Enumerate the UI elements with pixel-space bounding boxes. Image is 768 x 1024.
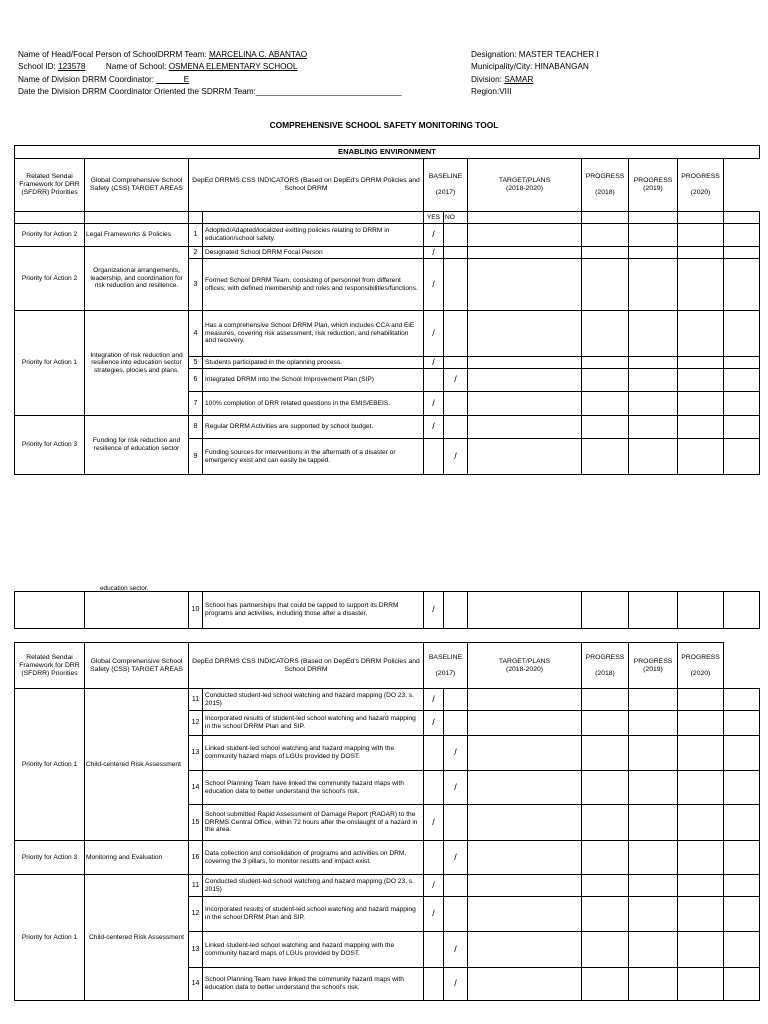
sendai-priority: Priority for Action 3 <box>15 416 85 475</box>
css-area: Monitoring and Evaluation <box>85 841 189 875</box>
indicator-text: Linked student-led school watching and hazard mapping with the community hazard maps of LGUs provided by DOST. <box>203 736 424 771</box>
designation-value: MASTER TEACHER I <box>518 50 599 59</box>
head-value: MARCELINA C. ABANTAO <box>208 50 308 59</box>
page-2-continuation-wrap <box>0 591 768 631</box>
indicator-text: Students participated in the oplanning process. <box>203 357 424 369</box>
school-id-value: 123578 <box>58 62 86 72</box>
indicator-text: Data collection and consolidation of programs and activities on DRM, covering the 3 pillars, to monitor results and impact exist. <box>203 841 424 875</box>
col-progress-2019: PROGRESS (2019) <box>629 159 678 212</box>
division-value: SAMAR <box>504 74 534 84</box>
sendai-priority: Priority for Action 1 <box>15 875 85 1001</box>
table-row: 15 School submitted Rapid Assessment of Damage Report (RADAR) to the DRRMS Central Office, within 72 hours after the onslaught of a hazard in the area. / <box>15 805 760 841</box>
css-area: Integration of risk reduction and resilience into education sector strategies, plocies and plans. <box>85 311 189 416</box>
table-row: 14 School Planning Team have linked the community hazard maps with education data to better understand the school's risk. / <box>15 771 760 805</box>
table-row: 9 Funding sources for interventions in the aftermath of a disaster or emergency exist and can easily be tapped. / <box>15 439 760 475</box>
col-target: TARGET/PLANS (2018-2020) <box>468 643 582 689</box>
table-row: Priority for Action 3 Funding for risk reduction and resilience of education sector 8 Regular DRRM Activities are supported by school budget. / <box>15 416 760 439</box>
coordinator-label: Name of Division DRRM Coordinator: <box>18 74 155 84</box>
indicator-text: Has a comprehensive School DRRM Plan, which includes CCA and EiE measures, covering risk assessment, risk reduction, and rehabilitation and recovery. <box>203 311 424 357</box>
document-title: COMPREHENSIVE SCHOOL SAFETY MONITORING TOOL <box>269 120 499 130</box>
indicator-text: School submitted Rapid Assessment of Damage Report (RADAR) to the DRRMS Central Office, within 72 hours after the onslaught of a hazard in the area. <box>203 805 424 841</box>
table-row: 14 School Planning Team have linked the community hazard maps with education data to better understand the school's risk. / <box>15 968 760 1001</box>
indicator-text: Designated School DRRM Focal Person <box>203 247 424 259</box>
col-indicators: DepEd DRRMS CSS INDICATORS (Based on DepEd's DRRM Policies and School DRRM <box>189 159 424 212</box>
col-progress-2020: PROGRESS (2020) <box>678 159 724 212</box>
col-css: Global Comprehensive School Safety (CSS) TARGET AREAS <box>85 159 189 212</box>
indicator-text: Linked student-led school watching and hazard mapping with the community hazard maps of LGUs provided by DOST. <box>203 932 424 968</box>
yes-check: / <box>424 357 444 369</box>
col-progress-2020: PROGRESS (2020) <box>678 643 724 689</box>
indicator-text: Regular DRRM Activities are supported by school budget. <box>203 416 424 439</box>
yes-check: / <box>424 247 444 259</box>
col-baseline: BASELINE (2017) <box>424 643 468 689</box>
yes-check: / <box>424 875 444 897</box>
no-check: / <box>444 771 468 805</box>
municipality: Municipality/City: HINABANGAN <box>471 62 589 72</box>
col-progress-2018: PROGRESS (2018) <box>582 643 629 689</box>
section-title: ENABLING ENVIRONMENT <box>15 146 760 159</box>
table-row: 3 Formed School DRRM Team, consisting of personnel from different offices; with defined membership and roles and responsibilities/functions. / <box>15 259 760 311</box>
oriented-value: ________________________________ <box>255 87 402 97</box>
yes-check: / <box>424 711 444 736</box>
yes-check: / <box>424 224 444 247</box>
table-row: 12 Incorporated results of student-led school watching and hazard mapping in the school DRRM Plan and SIP. / <box>15 897 760 932</box>
no-check: / <box>444 968 468 1001</box>
yes-check: / <box>424 897 444 932</box>
indicator-text: Integrated DRRM into the School Improvement Plan (SIP) <box>203 369 424 392</box>
css-area: Child-centered Risk Assessment <box>85 875 189 1001</box>
indicator-text: School Planning Team have linked the community hazard maps with education data to better understand the school's risk. <box>203 771 424 805</box>
table-row: Priority for Action 1 Child-centered Risk Assessment 11 Conducted student-led school watching and hazard mapping (DO 23, s. 2015) / <box>15 875 760 897</box>
col-progress-2018: PROGRESS (2018) <box>582 159 629 212</box>
table-row: Priority for Action 1 Integration of risk reduction and resilience into education sector strategies, plocies and plans. 4 Has a comprehensive School DRRM Plan, which includes CCA and EiE measures, covering risk assessment, risk reduction, and rehabilitation and recovery. / <box>15 311 760 357</box>
col-sendai: Related Sendai Framework for DRR (SFDRR) Priorities <box>15 643 85 689</box>
no-check: / <box>444 841 468 875</box>
no-check: / <box>444 369 468 392</box>
table-row: 13 Linked student-led school watching and hazard mapping with the community hazard maps of LGUs provided by DOST. / <box>15 932 760 968</box>
division-label: Division: <box>471 74 502 84</box>
monitoring-table-3 <box>14 642 760 1001</box>
indicator-text: Formed School DRRM Team, consisting of personnel from different offices; with defined membership and roles and responsibilities/functions. <box>203 259 424 311</box>
col-indicators: DepEd DRRMS CSS INDICATORS (Based on DepEd's DRRM Policies and School DRRM <box>189 643 424 689</box>
table-row: Priority for Action 2 Legal Frameworks & Policies 1 Adopted/Adapted/localized exitting policies relating to DRRM in education/school safety. / <box>15 224 760 247</box>
css-area: Legal Frameworks & Policies <box>85 224 189 247</box>
school-id-label: School ID: <box>18 62 56 72</box>
monitoring-table-2 <box>14 591 760 629</box>
region: Region:VIII <box>471 87 512 97</box>
yes-check: / <box>424 259 444 311</box>
coordinator-value: ______E <box>156 74 190 84</box>
head-label: Name of Head/Focal Person of SchoolDRRM Team: <box>18 50 207 59</box>
indicator-text: Conducted student-led school watching and hazard mapping (DO 23, s. 2015) <box>203 689 424 711</box>
table-row: 13 Linked student-led school watching and hazard mapping with the community hazard maps of LGUs provided by DOST. / <box>15 736 760 771</box>
col-sendai: Related Sendai Framework for DRR (SFDRR) Priorities <box>15 159 85 212</box>
col-no: NO <box>444 212 468 224</box>
table-row: 6 Integrated DRRM into the School Improvement Plan (SIP) / <box>15 369 760 392</box>
indicator-text: Adopted/Adapted/localized exitting policies relating to DRRM in education/school safety. <box>203 224 424 247</box>
css-area: Funding for risk reduction and resilience of education sector <box>85 416 189 475</box>
col-progress-2019: PROGRESS (2019) <box>629 643 678 689</box>
yes-check: / <box>424 392 444 416</box>
funding-spill-text: education sector. <box>100 585 149 592</box>
sendai-priority: Priority for Action 1 <box>15 689 85 841</box>
col-target: TARGET/PLANS (2018-2020) <box>468 159 582 212</box>
school-name-value: OSMENA ELEMENTARY SCHOOL <box>168 62 298 72</box>
page-1-table-wrap <box>0 0 768 478</box>
table-row: Priority for Action 1 Child-centered Risk Assessment 11 Conducted student-led school watching and hazard mapping (DO 23, s. 2015) / <box>15 689 760 711</box>
yes-check: / <box>424 416 444 439</box>
col-yes: YES <box>424 212 444 224</box>
no-check: / <box>444 932 468 968</box>
sendai-priority: Priority for Action 1 <box>15 311 85 416</box>
no-check: / <box>444 439 468 475</box>
sendai-priority: Priority for Action 2 <box>15 224 85 247</box>
table-row: Priority for Action 3 Monitoring and Evaluation 16 Data collection and consolidation of programs and activities on DRM, covering the 3 pillars, to monitor results and impact exist. / <box>15 841 760 875</box>
table-row: Priority for Action 2 Organizational arrangements, leadership, and coordination for risk reduction and resilience. 2 Designated School DRRM Focal Person / <box>15 247 760 259</box>
indicator-text: Incorporated results of student-led school watching and hazard mapping in the school DRRM Plan and SIP. <box>203 711 424 736</box>
col-baseline: BASELINE (2017) <box>424 159 468 212</box>
sendai-priority: Priority for Action 3 <box>15 841 85 875</box>
indicator-text: School Planning Team have linked the community hazard maps with education data to better understand the school's risk. <box>203 968 424 1001</box>
yes-check: / <box>424 592 444 629</box>
oriented-label: Date the Division DRRM Coordinator Oriented the SDRRM Team: <box>18 87 256 97</box>
designation-label: Designation: <box>471 50 517 59</box>
table-row: 12 Incorporated results of student-led school watching and hazard mapping in the school DRRM Plan and SIP. / <box>15 711 760 736</box>
monitoring-table-1 <box>14 145 760 475</box>
yes-check: / <box>424 689 444 711</box>
indicator-text: Funding sources for interventions in the aftermath of a disaster or emergency exist and can easily be tapped. <box>203 439 424 475</box>
indicator-text: Conducted student-led school watching and hazard mapping (DO 23, s. 2015) <box>203 875 424 897</box>
css-area: Organizational arrangements, leadership, and coordination for risk reduction and resilience. <box>85 247 189 311</box>
yes-check: / <box>424 805 444 841</box>
no-check: / <box>444 736 468 771</box>
indicator-text: School has partnerships that could be tapped to support its DRRM programs and activities, including those after a disaster. <box>203 592 424 629</box>
school-name-label: Name of School: <box>105 62 167 72</box>
table-row: 7 100% completion of DRR related questions in the EMIS/EBEIS. / <box>15 392 760 416</box>
indicator-text: Incorporated results of student-led school watching and hazard mapping in the school DRRM Plan and SIP. <box>203 897 424 932</box>
yes-check: / <box>424 311 444 357</box>
css-area: Child-centered Risk Assessment <box>85 689 189 841</box>
indicator-text: 100% completion of DRR related questions in the EMIS/EBEIS. <box>203 392 424 416</box>
table-row: 5 Students participated in the oplanning process. / <box>15 357 760 369</box>
sendai-priority: Priority for Action 2 <box>15 247 85 311</box>
col-css: Global Comprehensive School Safety (CSS) TARGET AREAS <box>85 643 189 689</box>
table-row: 10 School has partnerships that could be tapped to support its DRRM programs and activities, including those after a disaster. / <box>15 592 760 629</box>
